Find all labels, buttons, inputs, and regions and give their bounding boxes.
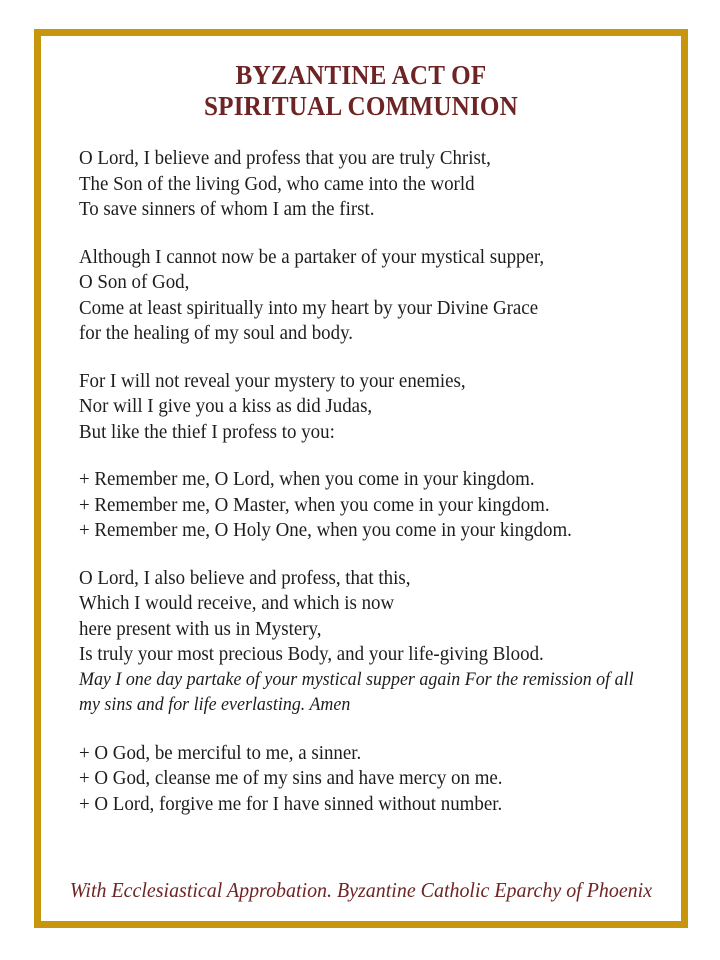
stanza-6 — [79, 741, 667, 818]
prayer-line: Nor will I give you a kiss as did Judas, — [79, 396, 373, 417]
stanza-4 — [79, 467, 667, 544]
title-line-1: BYZANTINE ACT OF — [235, 60, 487, 90]
prayer-line-italic: my sins and for life everlasting. Amen — [79, 695, 351, 715]
prayer-line: for the healing of my soul and body. — [79, 323, 354, 344]
prayer-line: To save sinners of whom I am the first. — [79, 199, 375, 220]
prayer-line: O Son of God, — [79, 272, 190, 293]
prayer-card — [34, 29, 688, 928]
title-line-2: SPIRITUAL COMMUNION — [204, 91, 518, 121]
footer — [41, 877, 681, 903]
approbation-text: With Ecclesiastical Approbation. Byzantine Catholic Eparchy of Phoenix — [69, 878, 653, 902]
page-title — [41, 60, 681, 122]
prayer-line: The Son of the living God, who came into the world — [79, 173, 475, 195]
stanza-5 — [79, 566, 667, 719]
prayer-line: + Remember me, O Master, when you come in your kingdom. — [79, 494, 550, 516]
prayer-line: + Remember me, O Holy One, when you come in your kingdom. — [79, 520, 572, 541]
prayer-line: Come at least spiritually into my heart by your Divine Grace — [79, 297, 539, 319]
prayer-line: Is truly your most precious Body, and your life-giving Blood. — [79, 644, 544, 665]
prayer-line: O Lord, I believe and profess that you are truly Christ, — [79, 148, 491, 169]
stanza-1 — [79, 146, 667, 223]
prayer-line: + O God, cleanse me of my sins and have mercy on me. — [79, 768, 503, 789]
prayer-line: + O Lord, forgive me for I have sinned without number. — [79, 793, 503, 815]
prayer-line: But like the thief I profess to you: — [79, 421, 335, 443]
prayer-line: O Lord, I also believe and profess, that this, — [79, 567, 411, 589]
prayer-line: here present with us in Mystery, — [79, 618, 322, 640]
prayer-body — [41, 146, 681, 817]
prayer-line: Although I cannot now be a partaker of your mystical supper, — [79, 246, 545, 268]
stanza-2 — [79, 245, 667, 347]
prayer-card-content — [41, 60, 681, 945]
prayer-line: + O God, be merciful to me, a sinner. — [79, 742, 362, 764]
prayer-line: Which I would receive, and which is now — [79, 593, 395, 614]
stanza-3 — [79, 369, 667, 446]
prayer-line: For I will not reveal your mystery to your enemies, — [79, 370, 466, 392]
prayer-line-italic: May I one day partake of your mystical supper again For the remission of all — [79, 669, 634, 690]
prayer-line: + Remember me, O Lord, when you come in your kingdom. — [79, 469, 535, 490]
